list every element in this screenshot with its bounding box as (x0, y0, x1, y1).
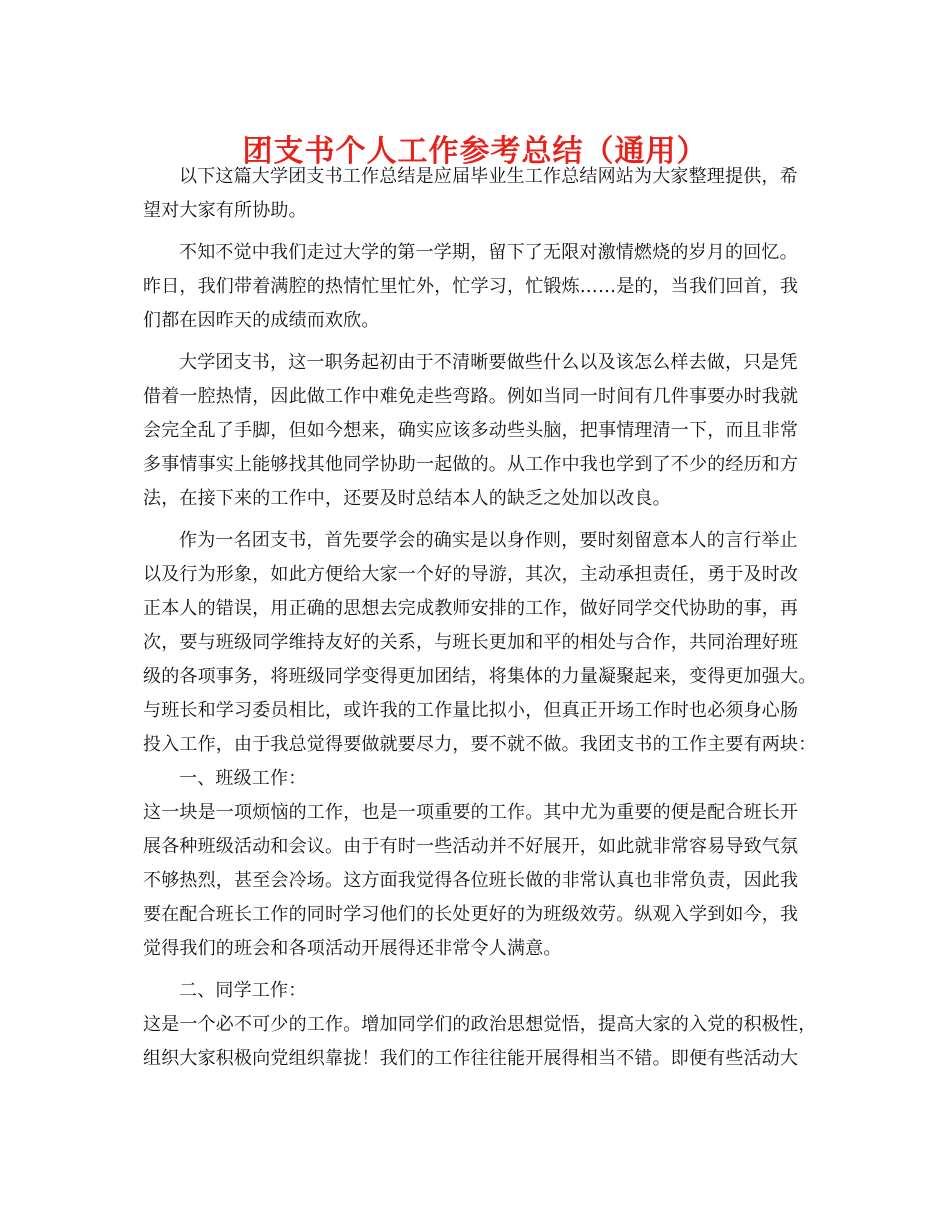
text-line: 法，在接下来的工作中，还要及时总结本人的缺乏之处加以改良。 (143, 488, 671, 509)
document-title: 团支书个人工作参考总结（通用） (242, 134, 708, 169)
text-line: 一、班级工作： (179, 768, 307, 789)
text-line: 要在配合班长工作的同时学习他们的长处更好的为班级效劳。纵观入学到如今，我 (143, 904, 799, 925)
text-line: 作为一名团支书，首先要学会的确实是以身作则，要时刻留意本人的言行举止 (179, 530, 798, 551)
text-line: 以下这篇大学团支书工作总结是应届毕业生工作总结网站为大家整理提供，希 (179, 166, 798, 187)
document-body (143, 160, 823, 1076)
text-line: 不够热烈，甚至会冷场。这方面我觉得各位班长做的非常认真也非常负责，因此我 (143, 870, 799, 891)
paragraph-gap (143, 228, 823, 236)
paragraph-gap (143, 516, 823, 524)
text-line: 多事情事实上能够找其他同学协助一起做的。从工作中我也学到了不少的经历和方 (143, 454, 799, 475)
paragraph-gap (143, 338, 823, 346)
text-line: 级的各项事务，将班级同学变得更加团结，将集体的力量凝聚起来，变得更加强大。 (143, 666, 817, 687)
text-line: 觉得我们的班会和各项活动开展得还非常令人满意。 (143, 938, 562, 959)
text-line: 投入工作，由于我总觉得要做就要尽力，要不就不做。我团支书的工作主要有两块： (143, 734, 817, 755)
text-line: 大学团支书，这一职务起初由于不清晰要做些什么以及该怎么样去做，只是凭 (179, 352, 798, 373)
text-line: 正本人的错误，用正确的思想去完成教师安排的工作，做好同学交代协助的事，再 (143, 598, 799, 619)
text-line: 以及行为形象，如此方便给大家一个好的导游，其次，主动承担责任，勇于及时改 (143, 564, 799, 585)
text-line: 与班长和学习委员相比，或许我的工作量比拟小，但真正开场工作时也必须身心肠 (143, 700, 799, 721)
text-line: 借着一腔热情，因此做工作中难免走些弯路。例如当同一时间有几件事要办时我就 (143, 386, 799, 407)
text-line: 不知不觉中我们走过大学的第一学期，留下了无限对激情燃烧的岁月的回忆。 (179, 242, 798, 263)
paragraph-gap (143, 966, 823, 974)
text-line: 展各种班级活动和会议。由于有时一些活动并不好展开，如此就非常容易导致气氛 (143, 836, 799, 857)
text-line: 会完全乱了手脚，但如今想来，确实应该多动些头脑，把事情理清一下，而且非常 (143, 420, 799, 441)
text-line: 望对大家有所协助。 (143, 200, 307, 221)
text-line: 二、同学工作： (179, 980, 307, 1001)
text-line: 这一块是一项烦恼的工作，也是一项重要的工作。其中尤为重要的便是配合班长开 (143, 802, 799, 823)
text-line: 们都在因昨天的成绩而欢欣。 (143, 310, 380, 331)
text-line: 昨日，我们带着满腔的热情忙里忙外，忙学习，忙锻炼……是的，当我们回首，我 (143, 276, 799, 297)
text-line: 次，要与班级同学维持友好的关系，与班长更加和平的相处与合作，共同治理好班 (143, 632, 799, 653)
text-line: 这是一个必不可少的工作。增加同学们的政治思想觉悟，提高大家的入党的积极性， (143, 1014, 817, 1035)
text-line: 组织大家积极向党组织靠拢！我们的工作往往能开展得相当不错。即便有些活动大 (143, 1048, 799, 1069)
